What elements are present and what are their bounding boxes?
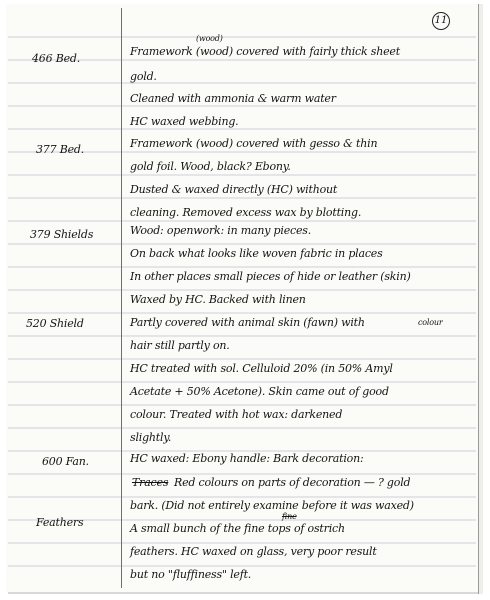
entry-line: A small bunch of the fine tops of ostrich (130, 522, 345, 535)
entry-line: gold. (130, 70, 157, 83)
entry-line: HC treated with sol. Celluloid 20% (in 50% Amyl (130, 362, 393, 375)
entry-line: In other places small pieces of hide or leather (skin) (130, 270, 411, 283)
entry-label-feathers: Feathers (36, 516, 84, 529)
entry-line: but no "fluffiness" left. (130, 568, 252, 581)
entry-line: slightly. (130, 431, 172, 444)
entry-label-466-bed: 466 Bed. (32, 52, 81, 65)
entry-label-520-shield: 520 Shield (26, 317, 84, 330)
entry-label-379-shields: 379 Shields (30, 228, 94, 241)
entry-line: On back what looks like woven fabric in places (130, 247, 383, 260)
entry-line: hair still partly on. (130, 339, 230, 352)
entry-line: Wood: openwork: in many pieces. (130, 224, 312, 237)
entry-line: Cleaned with ammonia & warm water (130, 92, 336, 105)
entry-line: colour. Treated with hot wax: darkened (130, 408, 343, 421)
entry-line: Dusted & waxed directly (HC) without (130, 183, 338, 196)
entry-line: bark. (Did not entirely examine before it was waxed) (130, 499, 414, 512)
insertion-colour: colour (418, 318, 443, 327)
entry-line: gold foil. Wood, black? Ebony. (130, 160, 291, 173)
entry-line: Framework (wood) covered with fairly thick sheet (130, 45, 400, 58)
entry-label-377-bed: 377 Bed. (36, 143, 85, 156)
entry-line: Partly covered with animal skin (fawn) with (130, 316, 365, 329)
entry-line: Red colours on parts of decoration — ? gold (174, 476, 411, 489)
entry-line: feathers. HC waxed on glass, very poor result (130, 545, 377, 558)
entry-line: HC waxed webbing. (130, 115, 239, 128)
entry-line: Acetate + 50% Acetone). Skin came out of good (130, 385, 389, 398)
page-number: 11 (432, 12, 450, 30)
struck-word: Traces (132, 476, 169, 489)
entry-line: Framework (wood) covered with gesso & thin (130, 137, 378, 150)
margin-rule (121, 8, 122, 588)
struck-word: fine (282, 512, 297, 521)
insertion-wood: (wood) (196, 34, 223, 43)
entry-label-600-fan: 600 Fan. (42, 455, 89, 468)
entry-line: cleaning. Removed excess wax by blotting. (130, 206, 362, 219)
entry-line: HC waxed: Ebony handle: Bark decoration: (130, 452, 364, 465)
entry-line: Waxed by HC. Backed with linen (130, 293, 306, 306)
